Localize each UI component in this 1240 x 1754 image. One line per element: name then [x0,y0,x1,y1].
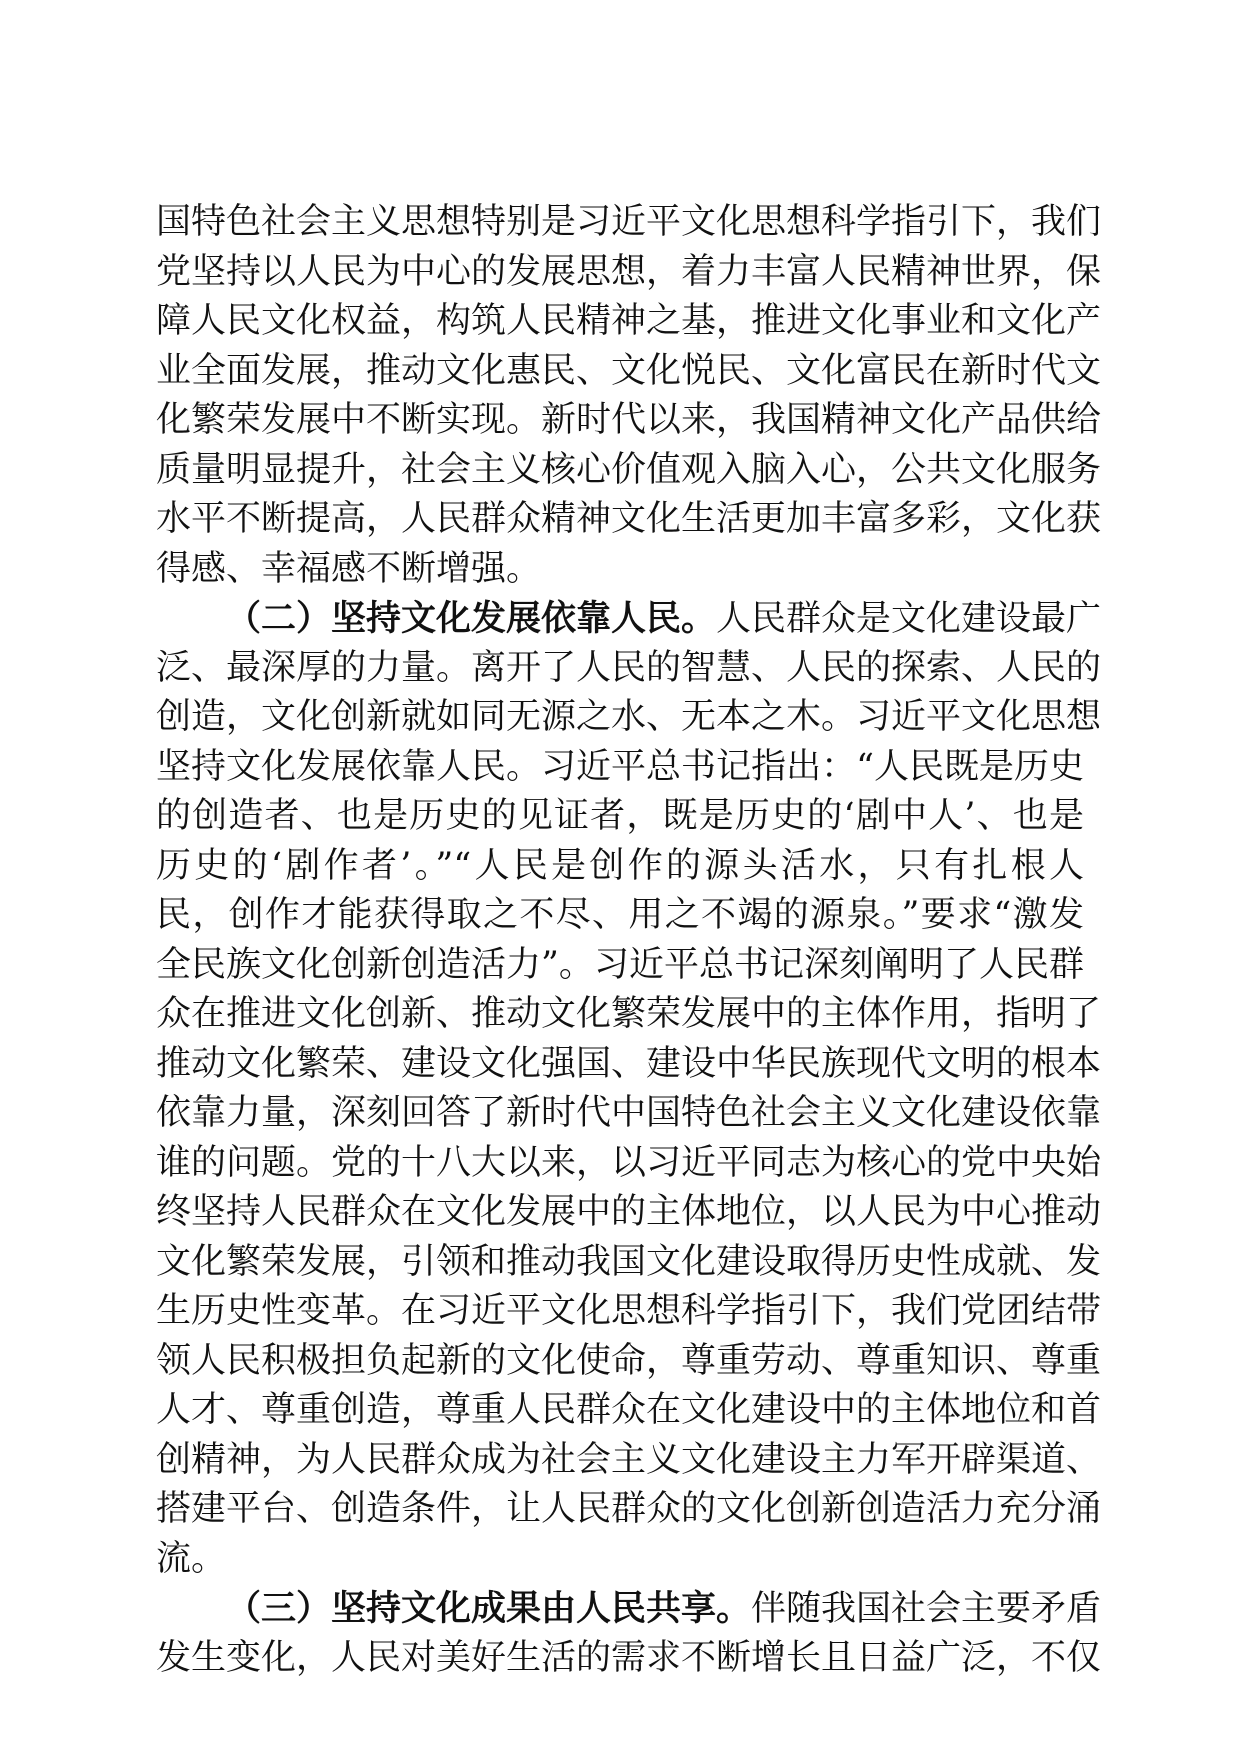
paragraph-3 [156,1584,1102,1683]
text-run: 人民群众是文化建设最广 [716,599,1102,639]
text-line: 搭建平台、创造条件，让人民群众的文化创新创造活力充分涌 [156,1489,1102,1529]
text-line: 坚持文化发展依靠人民。习近平总书记指出：“人民既是历史 [156,746,1084,787]
text-line: 民，创作才能获得取之不尽、用之不竭的源泉。”要求“激发 [156,895,1084,935]
text-line: 业全面发展，推动文化惠民、文化悦民、文化富民在新时代文 [156,350,1102,391]
text-run: 伴随我国社会主要矛盾 [751,1589,1102,1629]
text-line: 质量明显提升，社会主义核心价值观入脑入心，公共文化服务 [156,449,1102,490]
body-text [156,198,1102,1683]
paragraph-1 [156,198,1102,594]
text-line: 得感、幸福感不断增强。 [156,548,542,589]
text-line: 的创造者、也是历史的见证者，既是历史的‘剧中人’、也是 [156,796,1084,836]
text-line: 流。 [156,1538,227,1579]
text-line: 发生变化，人民对美好生活的需求不断增长且日益广泛，不仅 [156,1637,1102,1678]
text-line: 众在推进文化创新、推动文化繁荣发展中的主体作用，指明了 [156,994,1102,1034]
text-line: 化繁荣发展中不断实现。新时代以来，我国精神文化产品供给 [156,400,1102,440]
paragraph-2 [156,594,1102,1584]
text-line: 生历史性变革。在习近平文化思想科学指引下，我们党团结带 [156,1291,1102,1331]
text-line: 领人民积极担负起新的文化使命，尊重劳动、尊重知识、尊重 [156,1340,1102,1381]
text-line: 推动文化繁荣、建设文化强国、建设中华民族现代文明的根本 [156,1043,1102,1084]
text-line: 人才、尊重创造，尊重人民群众在文化建设中的主体地位和首 [156,1390,1102,1430]
text-line: 终坚持人民群众在文化发展中的主体地位，以人民为中心推动 [156,1192,1102,1232]
text-line: 文化繁荣发展，引领和推动我国文化建设取得历史性成就、发 [156,1241,1102,1282]
paragraph-first-line [156,1584,1102,1634]
text-line: 创造，文化创新就如同无源之水、无本之木。习近平文化思想 [156,697,1102,737]
section-heading: （二）坚持文化发展依靠人民。 [226,598,717,639]
paragraph-first-line [156,594,1102,644]
text-line: 创精神，为人民群众成为社会主义文化建设主力军开辟渠道、 [156,1439,1102,1480]
text-line: 全民族文化创新创造活力”。习近平总书记深刻阐明了人民群 [156,944,1084,985]
text-line: 水平不断提高，人民群众精神文化生活更加丰富多彩，文化获 [156,499,1102,539]
text-line: 党坚持以人民为中心的发展思想，着力丰富人民精神世界，保 [156,251,1102,292]
text-line: 谁的问题。党的十八大以来，以习近平同志为核心的党中央始 [156,1142,1102,1183]
text-line: 国特色社会主义思想特别是习近平文化思想科学指引下，我们 [156,202,1102,242]
section-heading: （三）坚持文化成果由人民共享。 [226,1588,752,1629]
text-line: 历史的‘剧作者’。”“人民是创作的源头活水，只有扎根人 [156,845,1084,886]
text-line: 泛、最深厚的力量。离开了人民的智慧、人民的探索、人民的 [156,647,1102,688]
text-line: 依靠力量，深刻回答了新时代中国特色社会主义文化建设依靠 [156,1093,1102,1133]
text-line: 障人民文化权益，构筑人民精神之基，推进文化事业和文化产 [156,301,1102,341]
